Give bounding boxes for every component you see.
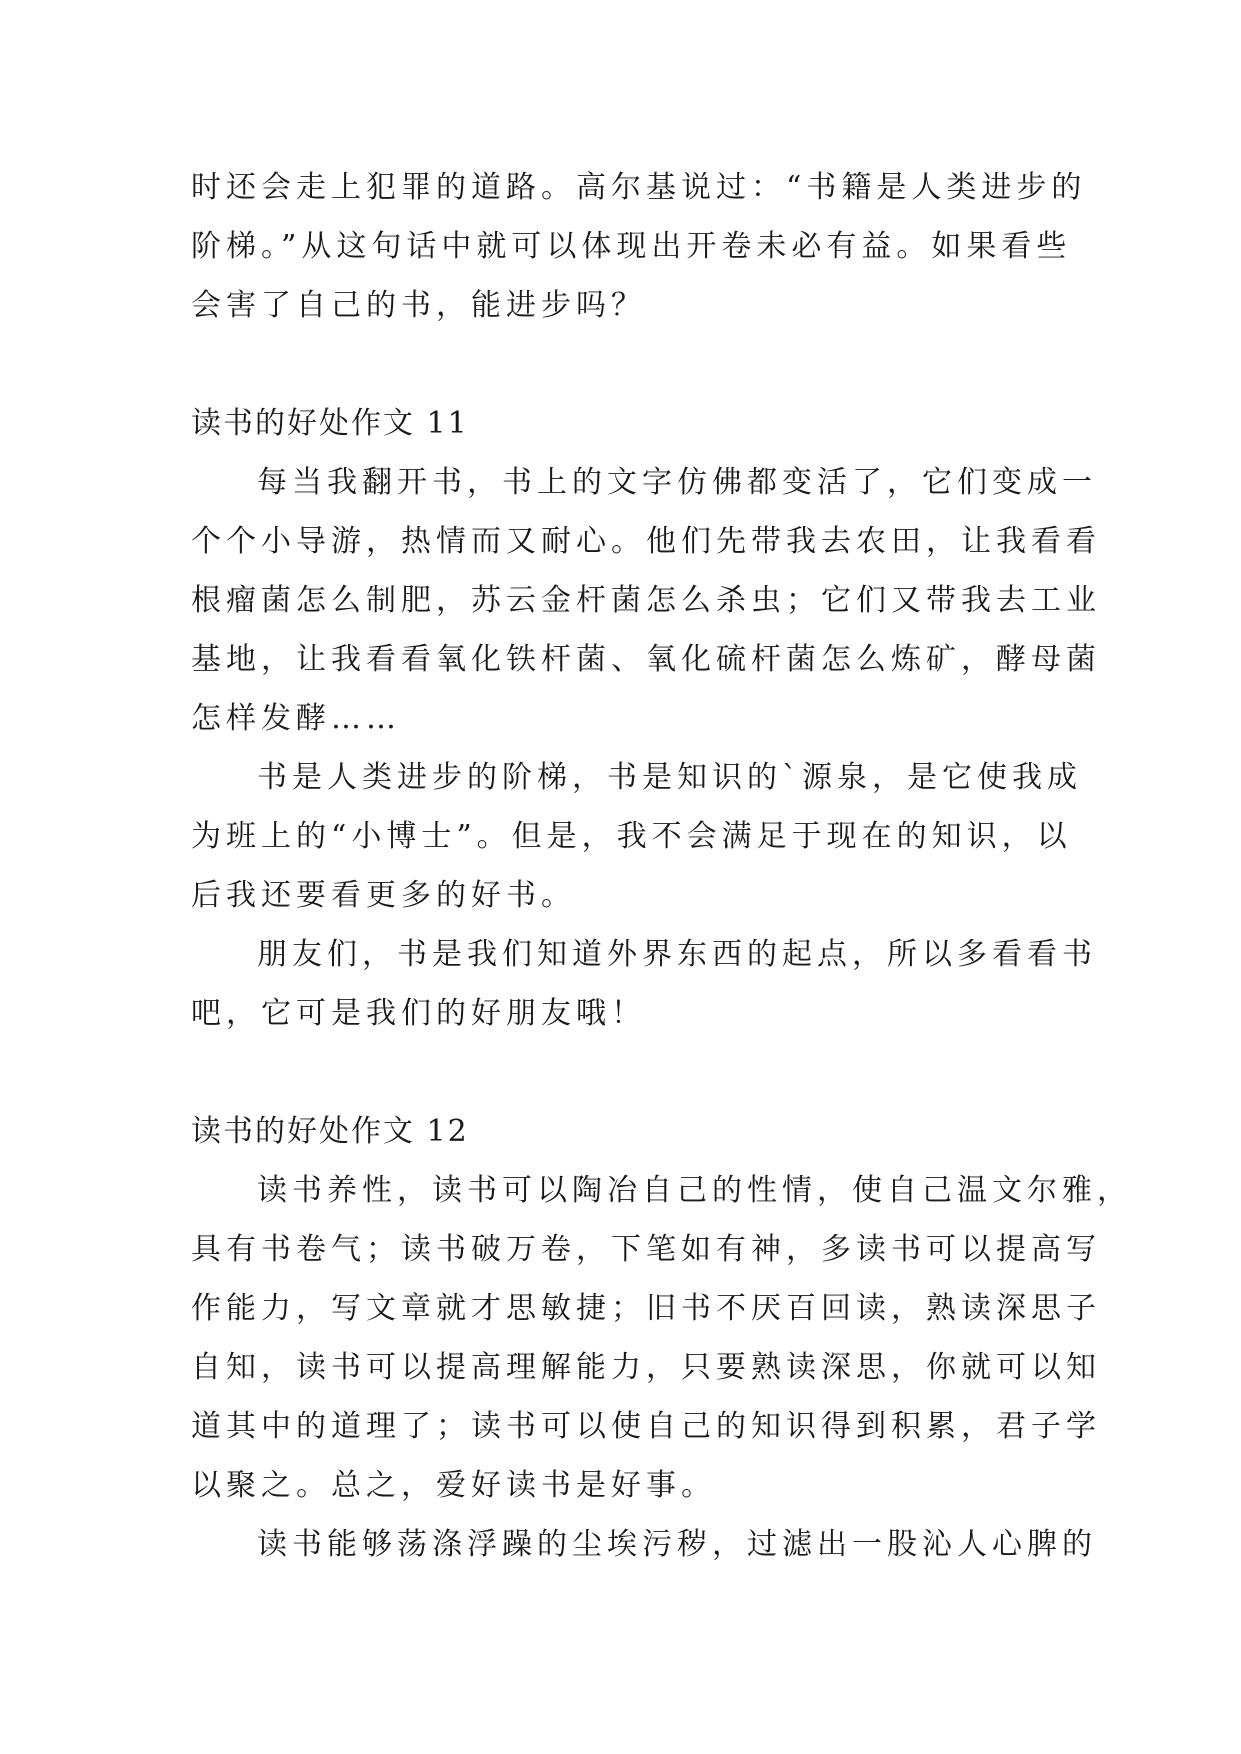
- text-line: 基地，让我看看氧化铁杆菌、氧化硫杆菌怎么炼矿，酵母菌: [191, 642, 1101, 677]
- text-line: 书是人类进步的阶梯，书是知识的`源泉，是它使我成: [257, 760, 1082, 795]
- paragraph: [191, 925, 1097, 1043]
- text-line: 后我还要看更多的好书。: [191, 878, 576, 913]
- document-page: [191, 158, 1132, 1574]
- text-line: 根瘤菌怎么制肥，苏云金杆菌怎么杀虫；它们又带我去工业: [191, 583, 1101, 618]
- section-11: [191, 394, 1101, 1043]
- paragraph: [191, 748, 1082, 925]
- section-gap: [191, 1043, 1057, 1102]
- text-line: 具有书卷气；读书破万卷，下笔如有神，多读书可以提高写: [191, 1232, 1101, 1267]
- text-line: 为班上的“小博士”。但是，我不会满足于现在的知识，以: [191, 819, 1072, 854]
- section-title: 读书的好处作文 11: [191, 406, 469, 441]
- section-gap: [191, 335, 1057, 394]
- text-line: 道其中的道理了；读书可以使自己的知识得到积累，君子学: [191, 1409, 1101, 1444]
- paragraph: [191, 453, 1101, 748]
- text-line: 个个小导游，热情而又耐心。他们先带我去农田，让我看看: [191, 524, 1101, 559]
- text-line: 朋友们，书是我们知道外界东西的起点，所以多看看书: [257, 937, 1097, 972]
- text-line: 阶梯。”从这句话中就可以体现出开卷未必有益。如果看些: [191, 229, 1072, 264]
- paragraph: [191, 1515, 1097, 1574]
- section-12: [191, 1102, 1132, 1574]
- text-line: 时还会走上犯罪的道路。高尔基说过：“书籍是人类进步的: [191, 170, 1087, 205]
- text-line: 以聚之。总之，爱好读书是好事。: [191, 1468, 716, 1503]
- text-line: 作能力，写文章就才思敏捷；旧书不厌百回读，熟读深思子: [191, 1291, 1101, 1326]
- paragraph-continuation: [191, 158, 1087, 335]
- text-line: 会害了自己的书，能进步吗？: [191, 288, 646, 323]
- text-line: 读书能够荡涤浮躁的尘埃污秽，过滤出一股沁人心脾的: [257, 1527, 1097, 1562]
- text-line: 自知，读书可以提高理解能力，只要熟读深思，你就可以知: [191, 1350, 1101, 1385]
- text-line: 每当我翻开书，书上的文字仿佛都变活了，它们变成一: [257, 465, 1097, 500]
- section-title: 读书的好处作文 12: [191, 1114, 469, 1149]
- text-line: 读书养性，读书可以陶冶自己的性情，使自己温文尔雅，: [257, 1173, 1132, 1208]
- paragraph: [191, 1161, 1132, 1515]
- text-line: 吧，它可是我们的好朋友哦！: [191, 996, 646, 1031]
- text-line: 怎样发酵……: [191, 701, 401, 736]
